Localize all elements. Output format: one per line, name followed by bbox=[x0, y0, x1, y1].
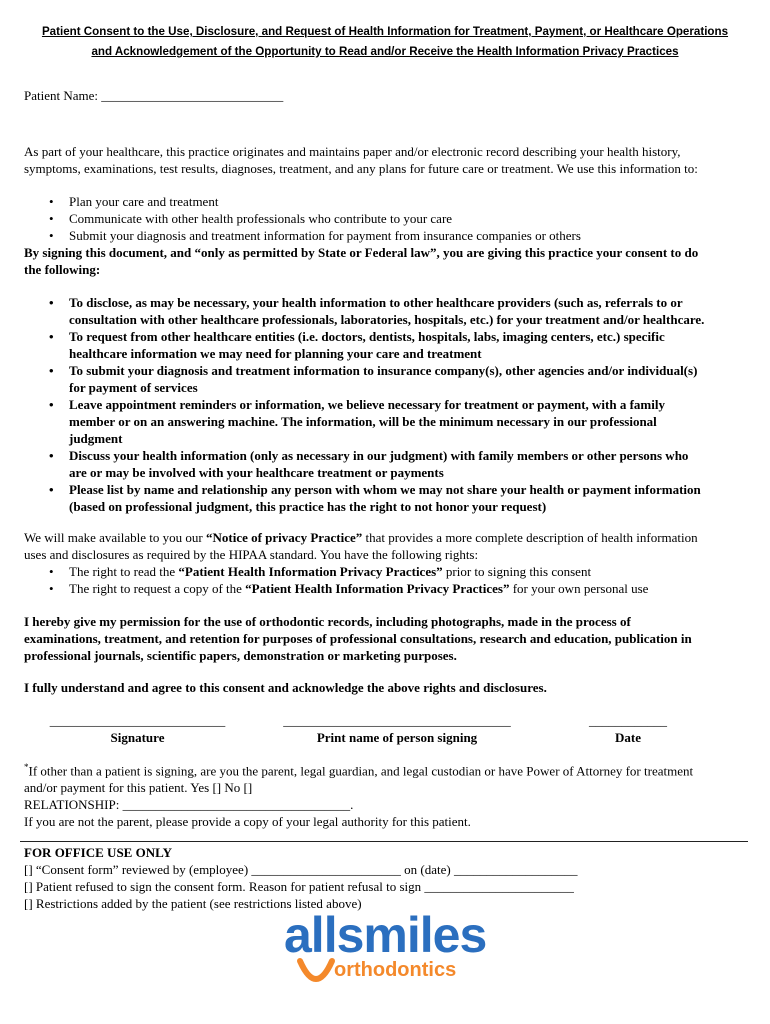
rights-text: for your own personal use bbox=[509, 581, 649, 596]
list-item bbox=[24, 447, 764, 481]
form-title bbox=[0, 22, 770, 62]
print-name-line[interactable]: ___________________________________ bbox=[283, 713, 511, 728]
form-title-line1: Patient Consent to the Use, Disclosure, and Request of Health Information for Treatment, Payment, or Healthcare Operations bbox=[41, 25, 729, 38]
guardian-mark: * bbox=[24, 762, 29, 772]
date-label: Date bbox=[615, 730, 641, 745]
relationship-field[interactable]: RELATIONSHIP: ___________________________________. bbox=[24, 797, 354, 813]
list-item-line: member or on an answering machine. The information, will be the minimum necessary in our professional bbox=[69, 414, 657, 429]
list-item-line: (based on professional judgment, this practice has the right to not honor your request) bbox=[69, 499, 547, 514]
agreement-statement: I fully understand and agree to this consent and acknowledge the above rights and disclosures. bbox=[24, 680, 547, 695]
signature-field[interactable] bbox=[40, 712, 235, 746]
list-item-line: • To submit your diagnosis and treatment information to insurance company(s), other agencies and/or individual(s) bbox=[69, 363, 698, 378]
list-item-line: • To request from other healthcare entities (i.e. doctors, dentists, hospitals, labs, imaging centers, etc.) specific bbox=[69, 329, 665, 344]
notice-line2: uses and disclosures as required by the HIPAA standard. You have the following rights: bbox=[24, 547, 479, 562]
permission-line2: examinations, treatment, and retention for purposes of professional consultations, research and education, publication in bbox=[24, 631, 692, 646]
guardian-text: If other than a patient is signing, are you the parent, legal guardian, and legal custodian or have Power of Attorney for treatment bbox=[28, 763, 694, 779]
notice-line1 bbox=[24, 529, 764, 546]
rights-title: “Patient Health Information Privacy Practices” bbox=[178, 564, 443, 579]
patient-name-label: Patient Name: bbox=[24, 88, 99, 103]
list-item-line: judgment bbox=[69, 431, 123, 446]
office-line3[interactable]: [] Restrictions added by the patient (see restrictions listed above) bbox=[24, 896, 362, 911]
list-item-line: are or may be involved with your healthcare treatment or payments bbox=[69, 465, 444, 480]
consent-heading-line2: the following: bbox=[24, 262, 101, 277]
list-item-line: • To disclose, as may be necessary, your health information to other healthcare providers (such as, referrals to or bbox=[69, 295, 683, 310]
notice-text: that provides a more complete description of health information bbox=[362, 530, 698, 545]
consent-heading-line1: By signing this document, and “only as permitted by State or Federal law”, you are giving this practice your consent to do bbox=[24, 245, 699, 260]
signature-label: Signature bbox=[110, 730, 165, 745]
list-item: • Communicate with other health professionals who contribute to your care bbox=[24, 210, 754, 227]
list-item-line: healthcare information we may need for planning your care and treatment bbox=[69, 346, 482, 361]
rights-text: prior to signing this consent bbox=[442, 564, 592, 579]
list-item-line: • Please list by name and relationship any person with whom we may not share your health or payment information bbox=[69, 482, 701, 497]
list-item bbox=[24, 328, 764, 362]
guardian-yes-no[interactable]: and/or payment for this patient. Yes [] No [] bbox=[24, 780, 253, 796]
rights-text: The right to request a copy of the bbox=[69, 581, 246, 596]
list-item: • Submit your diagnosis and treatment information for payment from insurance companies or others bbox=[24, 227, 754, 244]
date-field[interactable] bbox=[580, 712, 676, 746]
permission-line3: professional journals, scientific papers, demonstration or marketing purposes. bbox=[24, 648, 457, 663]
office-use-section bbox=[24, 844, 764, 912]
form-title-line2: and Acknowledgement of the Opportunity to Read and/or Receive the Health Information Privacy Practices bbox=[91, 45, 679, 58]
list-item bbox=[24, 294, 764, 328]
allsmiles-logo bbox=[284, 905, 487, 1001]
logo-tagline: orthodontics bbox=[334, 959, 457, 981]
patient-name-field[interactable] bbox=[24, 87, 283, 104]
consent-heading bbox=[24, 244, 754, 278]
list-item bbox=[24, 396, 764, 447]
office-line1[interactable]: [] “Consent form” reviewed by (employee) _______________________ on (date) ___________________ bbox=[24, 862, 578, 877]
guardian-line1 bbox=[24, 759, 764, 779]
section-divider bbox=[20, 841, 748, 842]
intro-line2: symptoms, examinations, test results, diagnoses, treatment, and any plans for future care or treatment. We use this information to: bbox=[24, 161, 698, 176]
rights-text: The right to read the bbox=[69, 564, 179, 579]
date-line[interactable]: ____________ bbox=[589, 713, 667, 728]
patient-name-blank[interactable]: ____________________________ bbox=[101, 88, 284, 103]
print-name-field[interactable] bbox=[262, 712, 532, 746]
signature-line[interactable]: ___________________________ bbox=[49, 713, 226, 728]
smile-icon bbox=[296, 957, 336, 991]
intro-paragraph bbox=[24, 143, 754, 177]
notice-title: “Notice of privacy Practice” bbox=[205, 530, 363, 545]
list-item-line: • Leave appointment reminders or information, we believe necessary for treatment or payment, with a family bbox=[69, 397, 665, 412]
rights-list bbox=[24, 563, 754, 597]
logo-wordmark bbox=[284, 909, 486, 961]
permission-line1: I hereby give my permission for the use of orthodontic records, including photographs, made in the process of bbox=[24, 614, 631, 629]
list-item-line: • Discuss your health information (only as necessary in our judgment) with family members or other persons who bbox=[69, 448, 689, 463]
rights-title: “Patient Health Information Privacy Practices” bbox=[245, 581, 510, 596]
logo-word-all: all bbox=[284, 907, 337, 963]
office-line2[interactable]: [] Patient refused to sign the consent form. Reason for patient refusal to sign _______________________ bbox=[24, 879, 574, 894]
list-item bbox=[24, 481, 764, 515]
list-item: • Plan your care and treatment bbox=[24, 193, 754, 210]
office-heading: FOR OFFICE USE ONLY bbox=[24, 845, 172, 860]
print-name-label: Print name of person signing bbox=[316, 730, 478, 745]
list-item-line: consultation with other healthcare professionals, laboratories, hospitals, etc.) for your treatment and/or healthcare. bbox=[69, 312, 705, 327]
logo-word-smiles: smiles bbox=[336, 907, 487, 963]
intro-line1: As part of your healthcare, this practice originates and maintains paper and/or electronic record describing your health history, bbox=[24, 144, 681, 159]
uses-list bbox=[24, 193, 754, 244]
list-item bbox=[24, 580, 754, 597]
notice-text: We will make available to you our bbox=[24, 530, 206, 545]
guardian-line4: If you are not the parent, please provide a copy of your legal authority for this patient. bbox=[24, 814, 471, 830]
guardian-section bbox=[24, 759, 764, 830]
permission-paragraph bbox=[24, 613, 764, 664]
consent-list bbox=[24, 294, 764, 515]
list-item bbox=[24, 563, 754, 580]
list-item-line: for payment of services bbox=[69, 380, 198, 395]
notice-paragraph bbox=[24, 529, 764, 563]
list-item bbox=[24, 362, 764, 396]
